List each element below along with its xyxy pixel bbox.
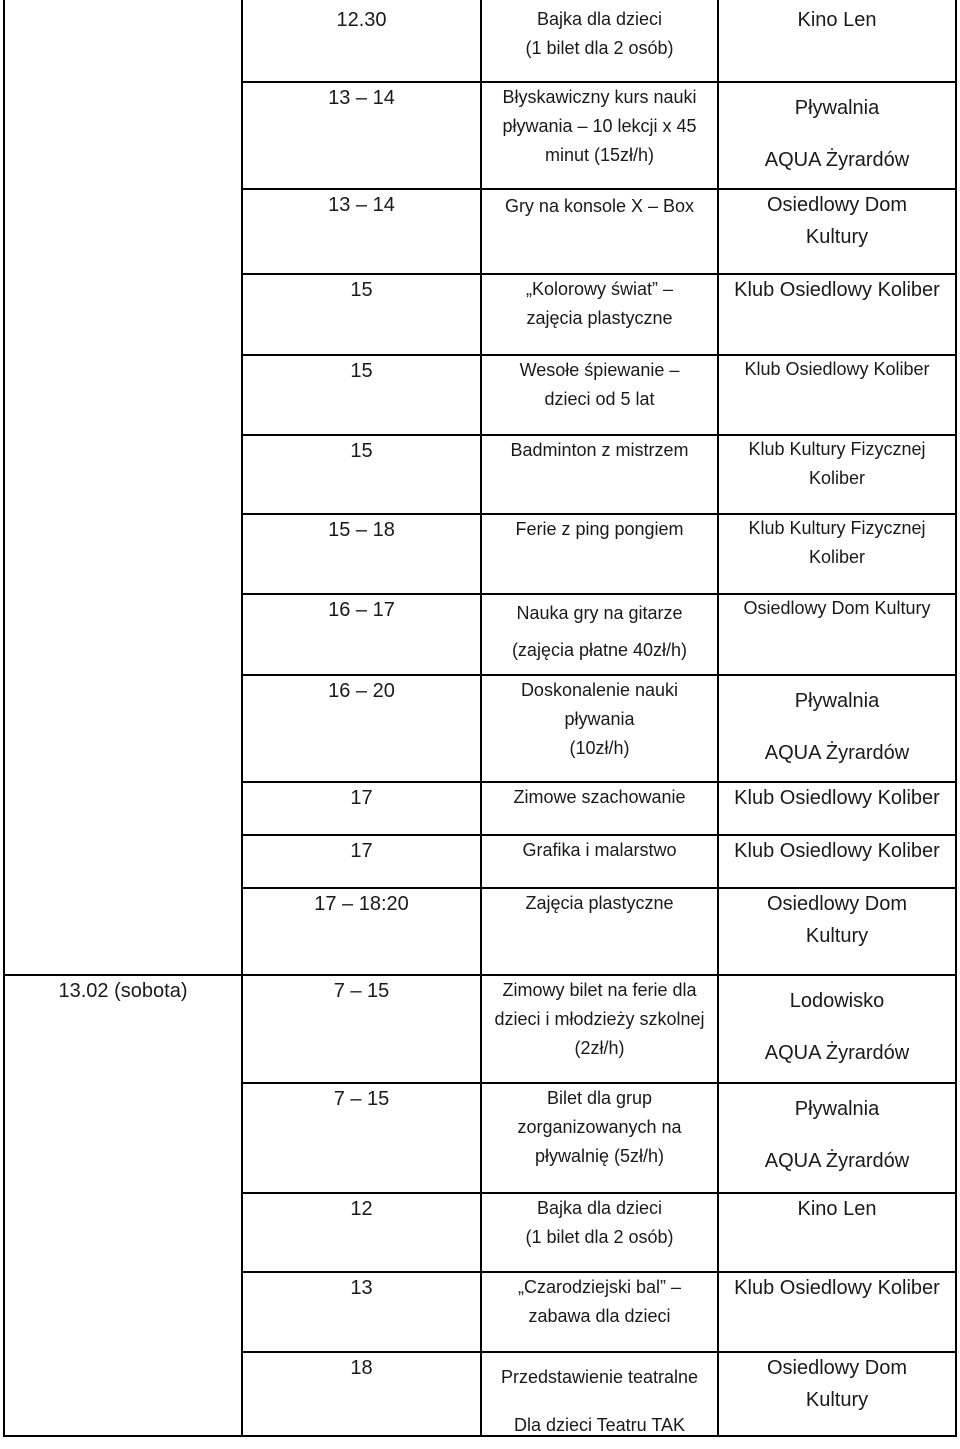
table-border-vertical <box>3 0 5 1437</box>
place-cell-line: Kultury <box>805 226 869 248</box>
time-cell-line: 12 <box>350 1198 373 1220</box>
table-border-horizontal <box>242 781 957 783</box>
event-cell <box>481 355 718 435</box>
time-cell <box>242 82 481 189</box>
time-cell <box>242 189 481 274</box>
place-cell <box>718 514 956 594</box>
place-cell <box>718 835 956 888</box>
place-cell <box>718 435 956 514</box>
place-cell <box>718 189 956 274</box>
event-cell-line: zabawa dla dzieci <box>528 1306 671 1326</box>
table-border-horizontal <box>4 1435 242 1437</box>
time-cell <box>242 782 481 835</box>
time-cell-line: 15 – 18 <box>328 519 395 541</box>
table-border-horizontal <box>242 1435 957 1437</box>
event-cell-line: Błyskawiczny kurs nauki <box>502 87 697 107</box>
place-cell-line: Klub Osiedlowy Koliber <box>734 840 940 862</box>
place-cell-line: Klub Osiedlowy Koliber <box>744 359 930 379</box>
table-border-vertical <box>717 0 719 1437</box>
place-cell-line: AQUA Żyrardów <box>764 742 910 764</box>
table-border-horizontal <box>242 1271 957 1273</box>
event-cell-line: Zimowe szachowanie <box>513 787 686 807</box>
event-cell <box>481 888 718 975</box>
place-cell <box>718 1083 956 1193</box>
table-border-horizontal <box>242 1082 957 1084</box>
place-cell-line: Osiedlowy Dom Kultury <box>743 598 931 618</box>
table-border-horizontal <box>242 354 957 356</box>
place-cell <box>718 782 956 835</box>
event-cell-line: Bajka dla dzieci <box>536 1198 663 1218</box>
time-cell <box>242 1083 481 1193</box>
place-cell <box>718 675 956 782</box>
table-border-horizontal <box>242 674 957 676</box>
time-cell-line: 17 <box>350 787 373 809</box>
time-cell <box>242 975 481 1083</box>
event-cell <box>481 594 718 675</box>
time-cell <box>242 1193 481 1272</box>
event-cell <box>481 4 718 82</box>
table-border-horizontal <box>242 834 957 836</box>
place-cell-line: Klub Osiedlowy Koliber <box>734 279 940 301</box>
time-cell-line: 17 <box>350 840 373 862</box>
event-cell-line: Przedstawienie teatralne <box>500 1367 699 1387</box>
place-cell <box>718 82 956 189</box>
event-cell-line: „Czarodziejski bal” – <box>517 1277 682 1297</box>
time-cell <box>242 835 481 888</box>
event-cell-line: Zimowy bilet na ferie dla <box>502 980 697 1000</box>
place-cell-line: Kultury <box>805 1389 869 1411</box>
time-cell-line: 7 – 15 <box>333 980 390 1002</box>
place-cell <box>718 1352 956 1436</box>
event-cell-line: (1 bilet dla 2 osób) <box>525 1227 674 1247</box>
event-cell <box>481 82 718 189</box>
event-cell-line: Grafika i malarstwo <box>522 840 677 860</box>
place-cell-line: AQUA Żyrardów <box>764 1042 910 1064</box>
event-cell-line: Bilet dla grup <box>546 1088 653 1108</box>
event-cell <box>481 675 718 782</box>
event-cell-line: Wesołe śpiewanie – <box>519 360 680 380</box>
event-cell <box>481 435 718 514</box>
place-cell-line: Osiedlowy Dom <box>766 1357 908 1379</box>
event-cell <box>481 1272 718 1352</box>
event-cell-line: zorganizowanych na <box>517 1117 682 1137</box>
event-cell-line: Gry na konsole X – Box <box>504 196 695 216</box>
event-cell-line: Zajęcia plastyczne <box>525 893 674 913</box>
time-cell <box>242 355 481 435</box>
time-cell-line: 17 – 18:20 <box>314 893 409 915</box>
place-cell <box>718 888 956 975</box>
place-cell-line: Kultury <box>805 925 869 947</box>
event-cell-line: dzieci od 5 lat <box>544 389 655 409</box>
place-cell-line: Klub Osiedlowy Koliber <box>734 787 940 809</box>
event-cell-line: „Kolorowy świat” – <box>525 279 674 299</box>
time-cell <box>242 1352 481 1436</box>
time-cell-line: 13 – 14 <box>328 87 395 109</box>
event-cell-line: (zajęcia płatne 40zł/h) <box>511 640 688 660</box>
place-cell-line: Koliber <box>808 468 866 488</box>
place-cell-line: Lodowisko <box>789 990 885 1012</box>
event-cell <box>481 1083 718 1193</box>
table-border-horizontal <box>242 593 957 595</box>
table-border-vertical <box>480 0 482 1437</box>
event-cell-line: Badminton z mistrzem <box>510 440 689 460</box>
time-cell <box>242 274 481 355</box>
place-cell-line: Osiedlowy Dom <box>766 194 908 216</box>
event-cell-line: Bajka dla dzieci <box>536 9 663 29</box>
table-border-horizontal <box>242 273 957 275</box>
date-label: 13.02 (sobota) <box>58 980 188 1002</box>
place-cell <box>718 975 956 1083</box>
place-cell-line: AQUA Żyrardów <box>764 1150 910 1172</box>
time-cell-line: 13 – 14 <box>328 194 395 216</box>
place-cell-line: Osiedlowy Dom <box>766 893 908 915</box>
place-cell <box>718 274 956 355</box>
place-cell <box>718 4 956 82</box>
event-cell <box>481 274 718 355</box>
place-cell <box>718 1193 956 1272</box>
table-border-vertical <box>955 0 957 1437</box>
time-cell <box>242 1272 481 1352</box>
event-cell-line: Dla dzieci Teatru TAK <box>513 1415 686 1435</box>
table-border-vertical <box>241 0 243 1437</box>
event-cell-line: Ferie z ping pongiem <box>515 519 684 539</box>
event-cell-line: pływania – 10 lekcji x 45 <box>502 116 697 136</box>
time-cell <box>242 675 481 782</box>
time-cell-line: 16 – 20 <box>328 680 395 702</box>
time-cell-line: 16 – 17 <box>328 599 395 621</box>
table-border-horizontal <box>242 434 957 436</box>
event-cell <box>481 514 718 594</box>
event-cell-line: Nauka gry na gitarze <box>516 603 683 623</box>
time-cell <box>242 435 481 514</box>
table-border-horizontal <box>242 81 957 83</box>
time-cell <box>242 594 481 675</box>
place-cell <box>718 1272 956 1352</box>
table-border-horizontal <box>242 1351 957 1353</box>
event-cell-line: dzieci i młodzieży szkolnej <box>494 1009 705 1029</box>
event-cell-line: (1 bilet dla 2 osób) <box>525 38 674 58</box>
event-cell <box>481 1352 718 1436</box>
event-cell-line: (10zł/h) <box>569 738 630 758</box>
table-border-horizontal <box>242 887 957 889</box>
table-border-horizontal <box>242 513 957 515</box>
place-cell-line: Pływalnia <box>794 690 880 712</box>
event-cell-line: Doskonalenie nauki <box>520 680 679 700</box>
event-cell-line: pływalnię (5zł/h) <box>534 1146 665 1166</box>
table-border-horizontal <box>242 188 957 190</box>
event-cell <box>481 782 718 835</box>
time-cell-line: 15 <box>350 440 373 462</box>
time-cell <box>242 888 481 975</box>
time-cell <box>242 514 481 594</box>
time-cell-line: 13 <box>350 1277 373 1299</box>
event-cell-line: minut (15zł/h) <box>544 145 655 165</box>
event-cell <box>481 1193 718 1272</box>
event-cell <box>481 835 718 888</box>
event-cell-line: zajęcia plastyczne <box>526 308 673 328</box>
event-cell-line: pływania <box>564 709 635 729</box>
place-cell-line: Kino Len <box>797 9 877 31</box>
time-cell-line: 15 <box>350 279 373 301</box>
place-cell-line: Klub Kultury Fizycznej <box>748 439 926 459</box>
table-border-horizontal <box>4 974 957 976</box>
place-cell <box>718 355 956 435</box>
time-cell <box>242 4 481 82</box>
event-cell <box>481 189 718 274</box>
place-cell-line: Kino Len <box>797 1198 877 1220</box>
time-cell-line: 12.30 <box>336 9 387 31</box>
time-cell-line: 18 <box>350 1357 373 1379</box>
time-cell-line: 7 – 15 <box>333 1088 390 1110</box>
date-cell <box>4 975 242 1436</box>
place-cell-line: Pływalnia <box>794 97 880 119</box>
place-cell-line: Klub Osiedlowy Koliber <box>734 1277 940 1299</box>
place-cell-line: Pływalnia <box>794 1098 880 1120</box>
time-cell-line: 15 <box>350 360 373 382</box>
event-cell-line: (2zł/h) <box>574 1038 625 1058</box>
table-border-horizontal <box>242 1192 957 1194</box>
place-cell-line: AQUA Żyrardów <box>764 149 910 171</box>
event-cell <box>481 975 718 1083</box>
place-cell <box>718 594 956 675</box>
place-cell-line: Koliber <box>808 547 866 567</box>
place-cell-line: Klub Kultury Fizycznej <box>748 518 926 538</box>
